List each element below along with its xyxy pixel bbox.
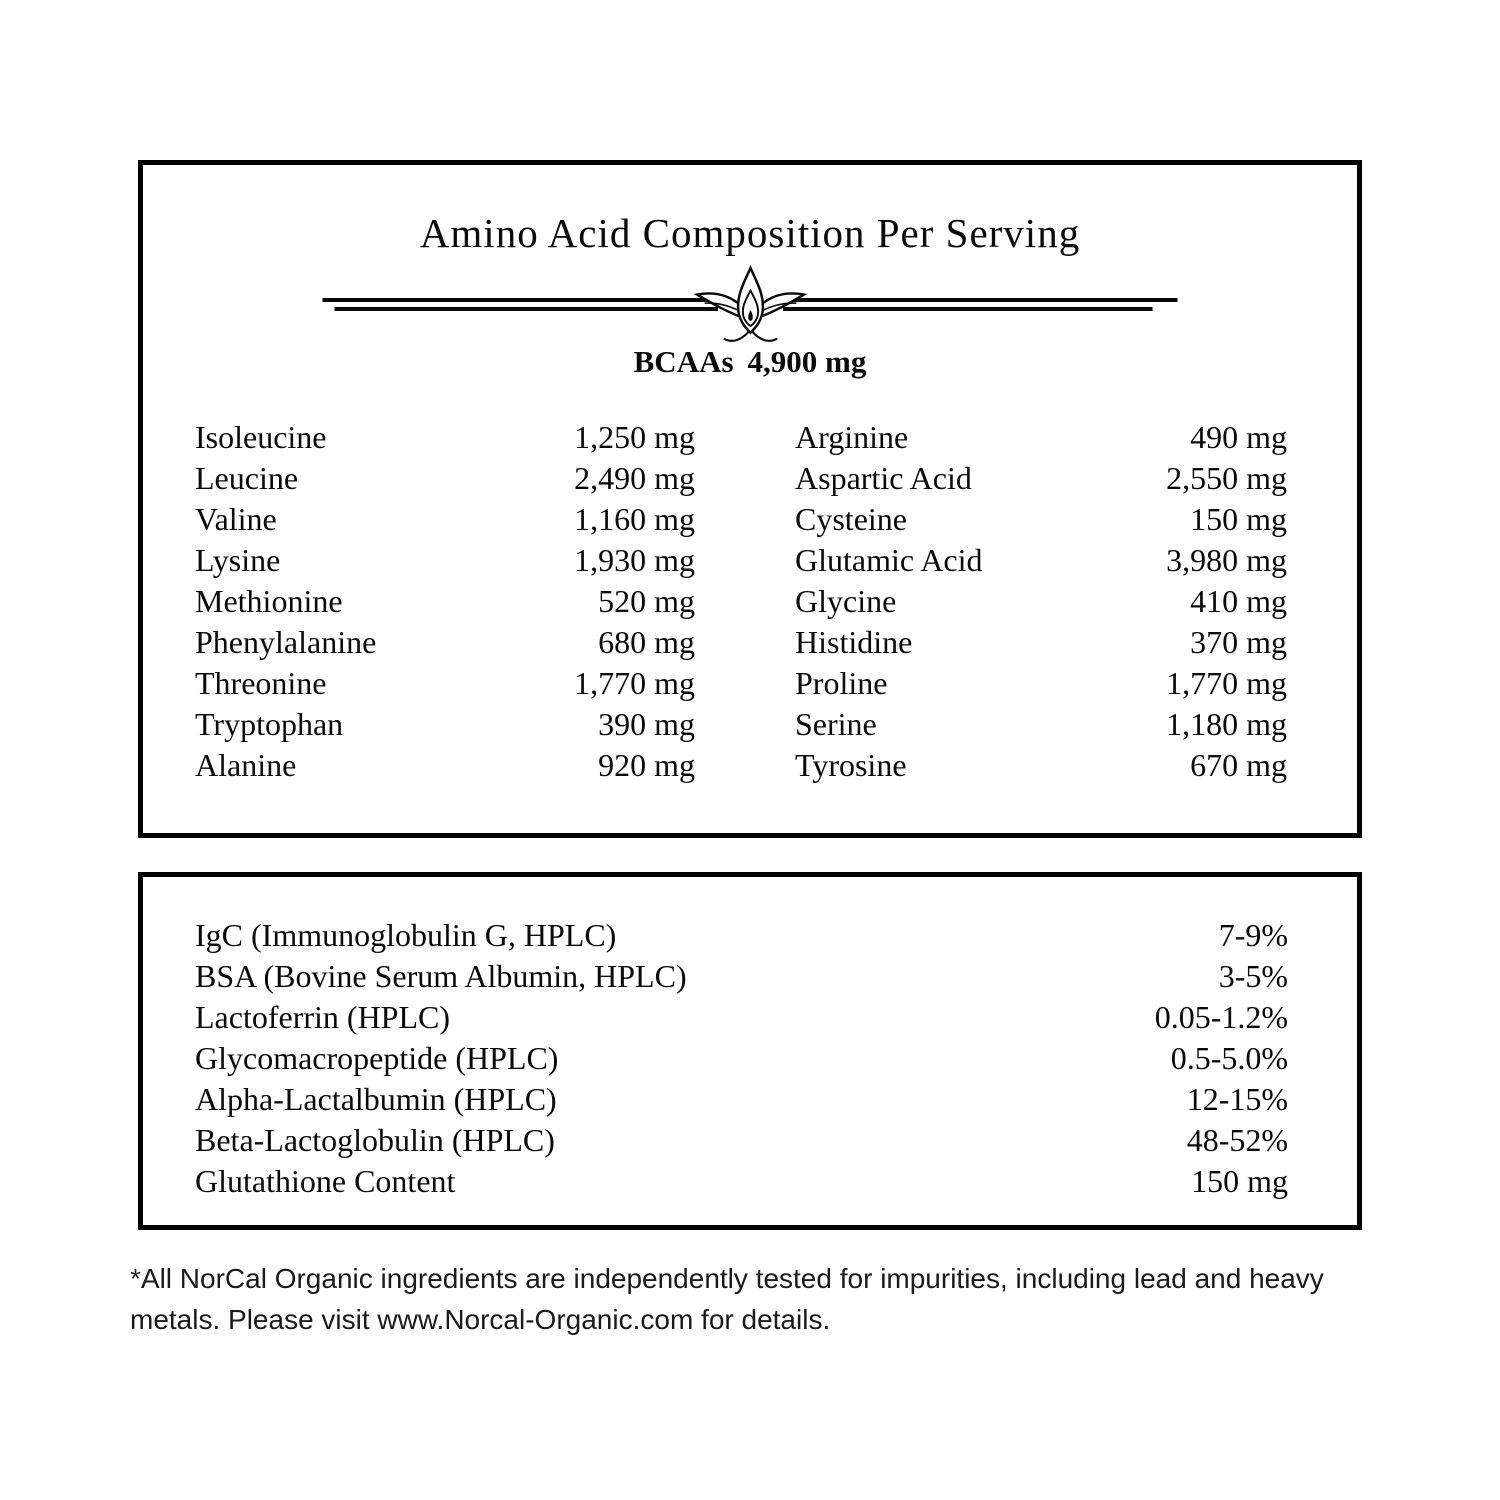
amino-column-left <box>195 417 695 786</box>
amino-amount: 1,770 mg <box>1166 665 1287 701</box>
amino-name: Threonine <box>195 665 327 701</box>
amino-name: Methionine <box>195 583 343 619</box>
amino-name: Cysteine <box>795 501 907 537</box>
bcaa-value: 4,900 mg <box>747 344 867 379</box>
bcaa-summary <box>143 343 1357 381</box>
amino-amount: 150 mg <box>1190 501 1287 537</box>
amino-row <box>795 663 1287 704</box>
fraction-name: IgC (Immunoglobulin G, HPLC) <box>195 917 617 953</box>
amino-name: Glycine <box>795 583 897 619</box>
fractions-table <box>195 915 1288 1202</box>
amino-name: Phenylalanine <box>195 624 377 660</box>
amino-row <box>195 417 695 458</box>
amino-amount: 2,550 mg <box>1166 460 1287 496</box>
amino-row <box>195 745 695 786</box>
amino-amount: 1,930 mg <box>574 542 695 578</box>
amino-amount: 920 mg <box>598 747 695 783</box>
amino-amount: 1,250 mg <box>574 419 695 455</box>
fraction-row <box>195 1161 1288 1202</box>
fraction-value: 7-9% <box>1218 917 1288 953</box>
fraction-value: 3-5% <box>1218 958 1288 994</box>
amino-row <box>795 458 1287 499</box>
amino-row <box>795 745 1287 786</box>
amino-row <box>195 704 695 745</box>
amino-row <box>195 458 695 499</box>
amino-name: Tyrosine <box>795 747 907 783</box>
fraction-name: Beta-Lactoglobulin (HPLC) <box>195 1122 555 1158</box>
amino-amount: 370 mg <box>1190 624 1287 660</box>
bcaa-label: BCAAs <box>633 344 734 379</box>
amino-row <box>795 704 1287 745</box>
fraction-value: 0.05-1.2% <box>1154 999 1288 1035</box>
decorative-divider <box>323 298 1178 314</box>
amino-name: Histidine <box>795 624 913 660</box>
amino-name: Leucine <box>195 460 299 496</box>
amino-row <box>795 622 1287 663</box>
amino-amount: 3,980 mg <box>1166 542 1287 578</box>
amino-name: Isoleucine <box>195 419 327 455</box>
fraction-name: BSA (Bovine Serum Albumin, HPLC) <box>195 958 687 994</box>
amino-row <box>795 499 1287 540</box>
amino-name: Aspartic Acid <box>795 460 972 496</box>
amino-amount: 390 mg <box>598 706 695 742</box>
fraction-name: Alpha-Lactalbumin (HPLC) <box>195 1081 557 1117</box>
amino-name: Valine <box>195 501 277 537</box>
amino-amount: 1,160 mg <box>574 501 695 537</box>
amino-column-right <box>795 417 1287 786</box>
fraction-row <box>195 915 1288 956</box>
amino-row <box>195 499 695 540</box>
amino-row <box>195 622 695 663</box>
amino-amount: 680 mg <box>598 624 695 660</box>
amino-row <box>795 540 1287 581</box>
fraction-row <box>195 997 1288 1038</box>
fraction-row <box>195 1038 1288 1079</box>
fraction-row <box>195 1079 1288 1120</box>
amino-row <box>195 540 695 581</box>
amino-name: Proline <box>795 665 888 701</box>
fraction-name: Glycomacropeptide (HPLC) <box>195 1040 559 1076</box>
fraction-row <box>195 1120 1288 1161</box>
amino-amount: 2,490 mg <box>574 460 695 496</box>
amino-name: Lysine <box>195 542 281 578</box>
amino-composition-panel <box>138 160 1362 838</box>
amino-name: Glutamic Acid <box>795 542 983 578</box>
amino-amount: 410 mg <box>1190 583 1287 619</box>
protein-fractions-panel <box>138 872 1362 1230</box>
amino-table <box>195 417 1287 786</box>
amino-name: Alanine <box>195 747 297 783</box>
fraction-value: 0.5-5.0% <box>1170 1040 1288 1076</box>
amino-row <box>795 417 1287 458</box>
amino-amount: 1,180 mg <box>1166 706 1287 742</box>
fraction-name: Lactoferrin (HPLC) <box>195 999 451 1035</box>
fraction-value: 12-15% <box>1186 1081 1288 1117</box>
amino-row <box>195 663 695 704</box>
fraction-row <box>195 956 1288 997</box>
amino-row <box>795 581 1287 622</box>
fraction-value: 150 mg <box>1191 1163 1288 1199</box>
fraction-value: 48-52% <box>1186 1122 1288 1158</box>
amino-row <box>195 581 695 622</box>
footnote: *All NorCal Organic ingredients are independently tested for impurities, including lead and heavy metals. Please visit www.Norcal-Organic.com for details. <box>130 1263 1324 1335</box>
panel-title: Amino Acid Composition Per Serving <box>419 210 1081 256</box>
amino-name: Tryptophan <box>195 706 344 742</box>
amino-amount: 490 mg <box>1190 419 1287 455</box>
amino-name: Serine <box>795 706 877 742</box>
amino-amount: 670 mg <box>1190 747 1287 783</box>
amino-amount: 1,770 mg <box>574 665 695 701</box>
amino-amount: 520 mg <box>598 583 695 619</box>
lotus-ornament-icon <box>692 264 808 350</box>
fraction-name: Glutathione Content <box>195 1163 456 1199</box>
amino-name: Arginine <box>795 419 909 455</box>
